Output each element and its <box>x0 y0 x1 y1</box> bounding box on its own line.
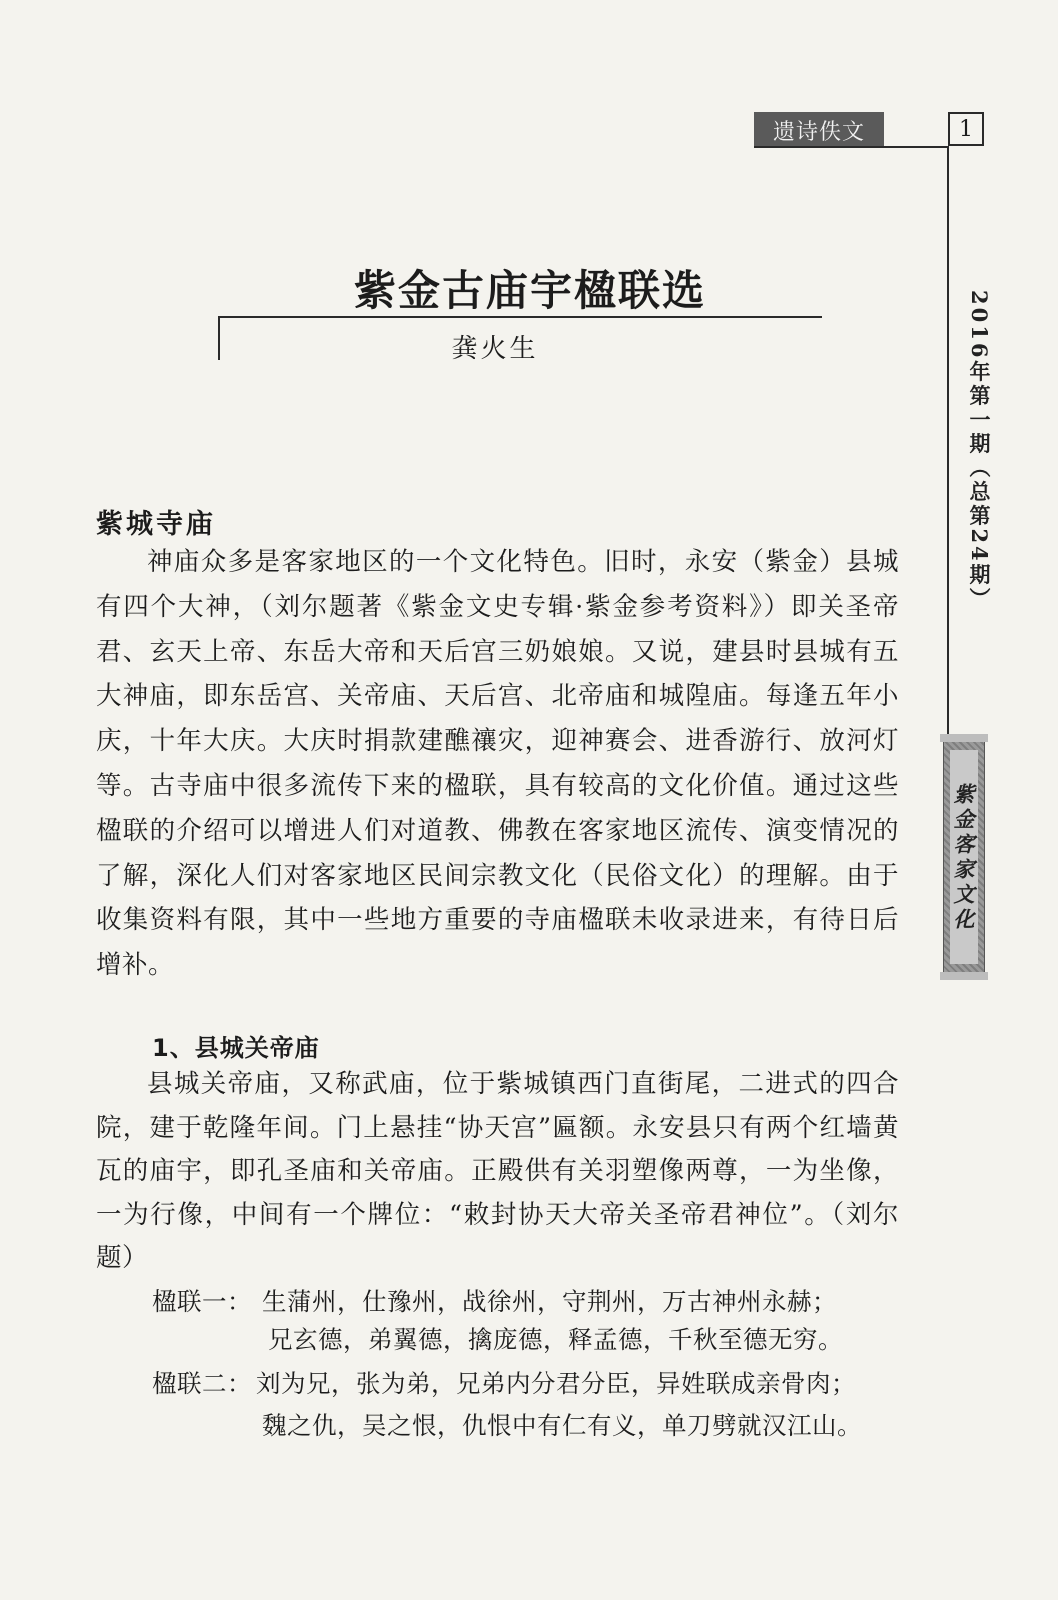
couplet-2-label: 楹联二： <box>152 1369 252 1398</box>
temple-text: 县城关帝庙，又称武庙，位于紫城镇西门直街尾，二进式的四合院，建于乾隆年间。门上悬挂“协天宫”匾额。永安县只有两个红墙黄瓦的庙宇，即孔圣庙和关帝庙。正殿供有关羽塑像两尊，一为坐像，一为行像，中间有一个牌位：“敕封协天大帝关圣帝君神位”。（刘尔题） <box>96 1069 899 1273</box>
couplet-1-label: 楹联一： <box>152 1287 252 1316</box>
issue-label: 2016年第一期（总第24期） <box>967 290 992 612</box>
intro-paragraph <box>96 540 899 988</box>
calligraphy-cap-top <box>940 734 988 742</box>
header-rule <box>754 146 948 148</box>
couplet-1-line2: 兄玄德，弟翼德，擒庞德，释孟德，千秋至德无穷。 <box>268 1325 843 1354</box>
title-rule-tick <box>218 316 220 360</box>
intro-text: 神庙众多是客家地区的一个文化特色。旧时，永安（紫金）县城有四个大神，（刘尔题著《紫金文史专辑·紫金参考资料》）即关圣帝君、玄天上帝、东岳大帝和天后宫三奶娘娘。又说，建县时县城有五大神庙，即东岳宫、关帝庙、天后宫、北帝庙和城隍庙。每逢五年小庆，十年大庆。大庆时捐款建醮禳灾，迎神赛会、进香游行、放河灯等。古寺庙中很多流传下来的楹联，具有较高的文化价值。通过这些楹联的介绍可以增进人们对道教、佛教在客家地区流传、演变情况的了解，深化人们对客家地区民间宗教文化（民俗文化）的理解。由于收集资料有限，其中一些地方重要的寺庙楹联未收录进来，有待日后增补。 <box>96 547 899 981</box>
side-rule <box>947 146 949 736</box>
subsection-heading: 1、县城关帝庙 <box>152 1034 320 1062</box>
article-author: 龚火生 <box>451 334 539 364</box>
temple-paragraph <box>96 1063 899 1281</box>
couplet-2-line2: 魏之仇，吴之恨，仇恨中有仁有义，单刀劈就汉江山。 <box>262 1411 862 1440</box>
section-tag: 遗诗佚文 <box>754 112 884 148</box>
calligraphy-cap-bottom <box>940 972 988 980</box>
calligraphy-text: 紫金客家文化 <box>951 783 976 933</box>
title-rule <box>218 316 822 318</box>
article-title: 紫金古庙宇楹联选 <box>353 266 706 315</box>
couplet-2-line1: 刘为兄，张为弟，兄弟内分君分臣，异姓联成亲骨肉； <box>256 1369 856 1398</box>
page-number: 1 <box>948 112 984 146</box>
couplet-1-line1: 生蒲州，仕豫州，战徐州，守荆州，万古神州永赫； <box>262 1287 837 1316</box>
section-heading: 紫城寺庙 <box>96 509 216 540</box>
